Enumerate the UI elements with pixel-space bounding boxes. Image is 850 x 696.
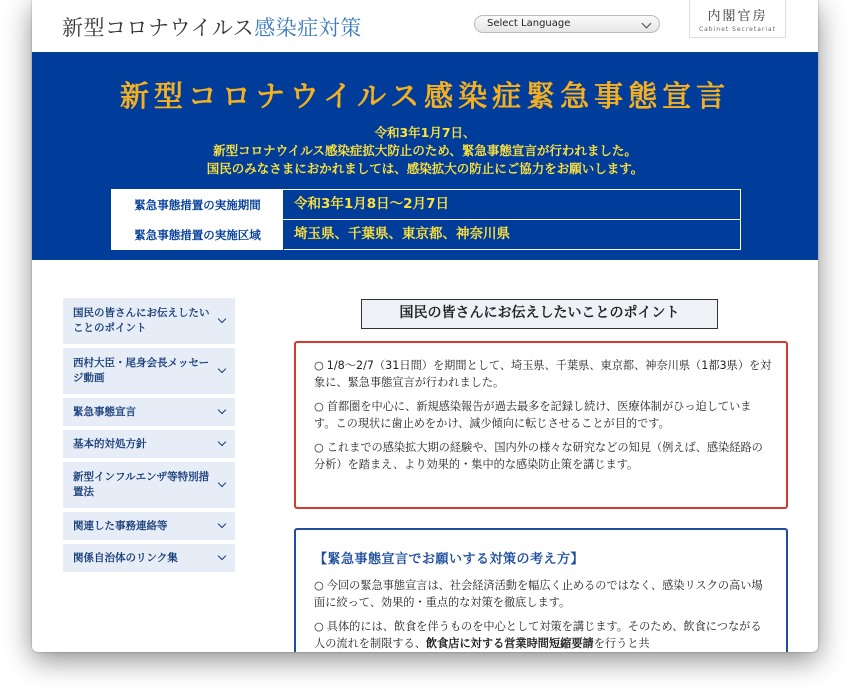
list-item xyxy=(314,618,772,652)
area-row xyxy=(112,220,740,250)
browser-window xyxy=(32,0,818,652)
area-label: 緊急事態措置の実施区域 xyxy=(112,220,284,250)
chevron-down-icon xyxy=(218,365,226,373)
logo-sub-text: Cabinet Secretariat xyxy=(698,26,777,33)
sidebar-item-label: 基本的対処方針 xyxy=(73,437,147,450)
language-select-value: Select Language xyxy=(487,18,571,29)
logo-main-text: 内閣官房 xyxy=(707,9,768,24)
sidebar-item-special-measures-act[interactable] xyxy=(63,462,235,508)
sidebar-item-basic-policy[interactable] xyxy=(63,430,235,458)
bullet-circle-icon: ○ xyxy=(314,441,324,454)
chevron-down-icon xyxy=(642,19,652,29)
banner-request: 国民のみなさまにおかれましては、感染拡大の防止にご協力をお願いします。 xyxy=(206,161,644,176)
bullet-circle-icon: ○ xyxy=(314,579,324,592)
sidebar-item-label: 西村大臣・尾身会長メッセージ動画 xyxy=(73,357,210,384)
point-text: これまでの感染拡大期の経験や、国内外の様々な研究などの知見（例えば、感染経路の分析）を踏まえ、より効果的・集中的な感染防止策を講じます。 xyxy=(314,441,763,471)
sidebar-item-label: 関係自治体のリンク集 xyxy=(73,551,178,564)
sidebar-item-label: 関連した事務連絡等 xyxy=(73,519,168,532)
sidebar-item-label: 緊急事態宣言 xyxy=(73,405,136,418)
list-item xyxy=(314,577,772,611)
site-header xyxy=(32,0,818,52)
chevron-down-icon xyxy=(218,406,226,414)
site-title-accent: 感染症対策 xyxy=(254,16,362,40)
list-item xyxy=(314,398,772,432)
banner-announcement: 新型コロナウイルス感染症拡大防止のため、緊急事態宣言が行われました。 xyxy=(213,143,637,158)
bullet-circle-icon: ○ xyxy=(314,400,324,413)
language-select[interactable] xyxy=(474,15,660,33)
banner-title: 新型コロナウイルス感染症緊急事態宣言 xyxy=(119,79,731,113)
banner-date: 令和3年1月7日、 xyxy=(374,125,476,140)
area-value: 埼玉県、千葉県、東京都、神奈川県 xyxy=(294,226,510,242)
period-label: 緊急事態措置の実施期間 xyxy=(112,190,284,219)
list-item xyxy=(314,357,772,391)
measures-table xyxy=(111,189,741,250)
measures-approach-box xyxy=(294,528,788,652)
sidebar-item-local-links[interactable] xyxy=(63,544,235,572)
point-text: 1/8～2/7（31日間）を期間として、埼玉県、千葉県、東京都、神奈川県（1都3県）を対象に、緊急事態宣言が行われました。 xyxy=(314,359,772,389)
chevron-down-icon xyxy=(218,479,226,487)
sidebar-nav xyxy=(63,298,235,576)
sidebar-item-points[interactable] xyxy=(63,298,235,344)
period-row xyxy=(112,190,740,220)
point-text: 首都圏を中心に、新規感染報告が過去最多を記録し続け、医療体制がひっ迫しています。この現状に歯止めをかけ、減少傾向に転じさせることが目的です。 xyxy=(314,400,752,430)
list-item xyxy=(314,439,772,473)
chevron-down-icon xyxy=(218,520,226,528)
bullet-circle-icon: ○ xyxy=(314,620,324,633)
measure-text: 具体的には、飲食を伴うものを中心として対策を講じます。そのため、飲食につながる人の流れを制限する、 xyxy=(314,620,762,650)
chevron-down-icon xyxy=(218,552,226,560)
sidebar-item-label: 国民の皆さんにお伝えしたいことのポイント xyxy=(73,307,210,334)
sidebar-item-label: 新型インフルエンザ等特別措置法 xyxy=(73,471,210,498)
cabinet-secretariat-logo[interactable] xyxy=(689,0,786,38)
key-points-box xyxy=(294,341,788,509)
measure-emphasis: 飲食店に対する営業時間短縮要請 xyxy=(425,637,594,650)
points-heading: 国民の皆さんにお伝えしたいことのポイント xyxy=(361,299,718,329)
site-title[interactable] xyxy=(62,12,362,42)
site-title-main: 新型コロナウイルス xyxy=(62,16,255,40)
chevron-down-icon xyxy=(218,315,226,323)
sidebar-item-declaration[interactable] xyxy=(63,398,235,426)
measure-text: 今回の緊急事態宣言は、社会経済活動を幅広く止めるのではなく、感染リスクの高い場面に絞って、効果的・重点的な対策を徹底します。 xyxy=(314,579,763,609)
emergency-banner xyxy=(32,52,818,260)
chevron-down-icon xyxy=(218,438,226,446)
measures-approach-title: 【緊急事態宣言でお願いする対策の考え方】 xyxy=(314,552,585,567)
bullet-circle-icon: ○ xyxy=(314,359,324,372)
measure-text-after: を行うと共 xyxy=(593,637,650,650)
sidebar-item-message-video[interactable] xyxy=(63,348,235,394)
sidebar-item-notices[interactable] xyxy=(63,512,235,540)
period-value: 令和3年1月8日～2月7日 xyxy=(294,196,449,212)
